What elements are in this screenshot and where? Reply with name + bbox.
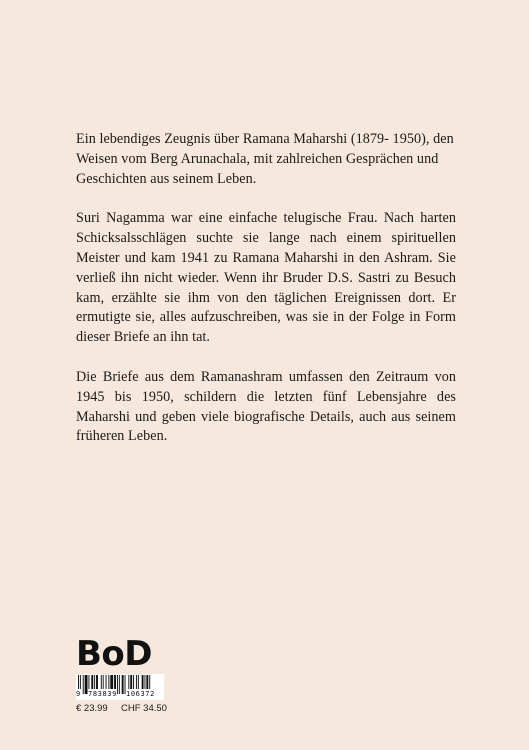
blurb-paragraph-1: Ein lebendiges Zeugnis über Ramana Maharshi (1879- 1950), den Weisen vom Berg Arunachala, mit zahlreichen Gesprächen und Geschichten aus seinem Leben. [76,131,454,187]
isbn-group-1: 783839 [88,690,117,698]
blurb-paragraph-3: Die Briefe aus dem Ramanashram umfassen den Zeitraum von 1945 bis 1950, schildern die letzten fünf Lebensjahre des Maharshi und geben viele biografische Details, auch aus seinem früheren Leben. [76,368,456,445]
isbn-group-2: 106372 [126,690,155,698]
isbn-number [76,689,164,699]
blurb-text [76,130,456,467]
isbn-prefix: 9 [76,690,81,698]
publisher-logo: BoD [76,634,152,674]
price-chf: CHF 34.50 [121,703,167,714]
blurb-paragraph-2: Suri Nagamma war eine einfache telugische Frau. Nach harten Schicksalsschlägen suchte sie lange nach einem spirituellen Meister und kam 1941 zu Ramana Maharshi in den Ashram. Sie verließ ihn nicht wieder. Wenn ihr Bruder D.S. Sastri zu Besuch kam, erzählte sie ihm von den täglichen Ereignissen dort. Er ermutigte sie, alles aufzuschreiben, was sie in der Folge in Form dieser Briefe an ihn tat. [76,210,456,346]
price-eur: € 23.99 [76,703,108,714]
